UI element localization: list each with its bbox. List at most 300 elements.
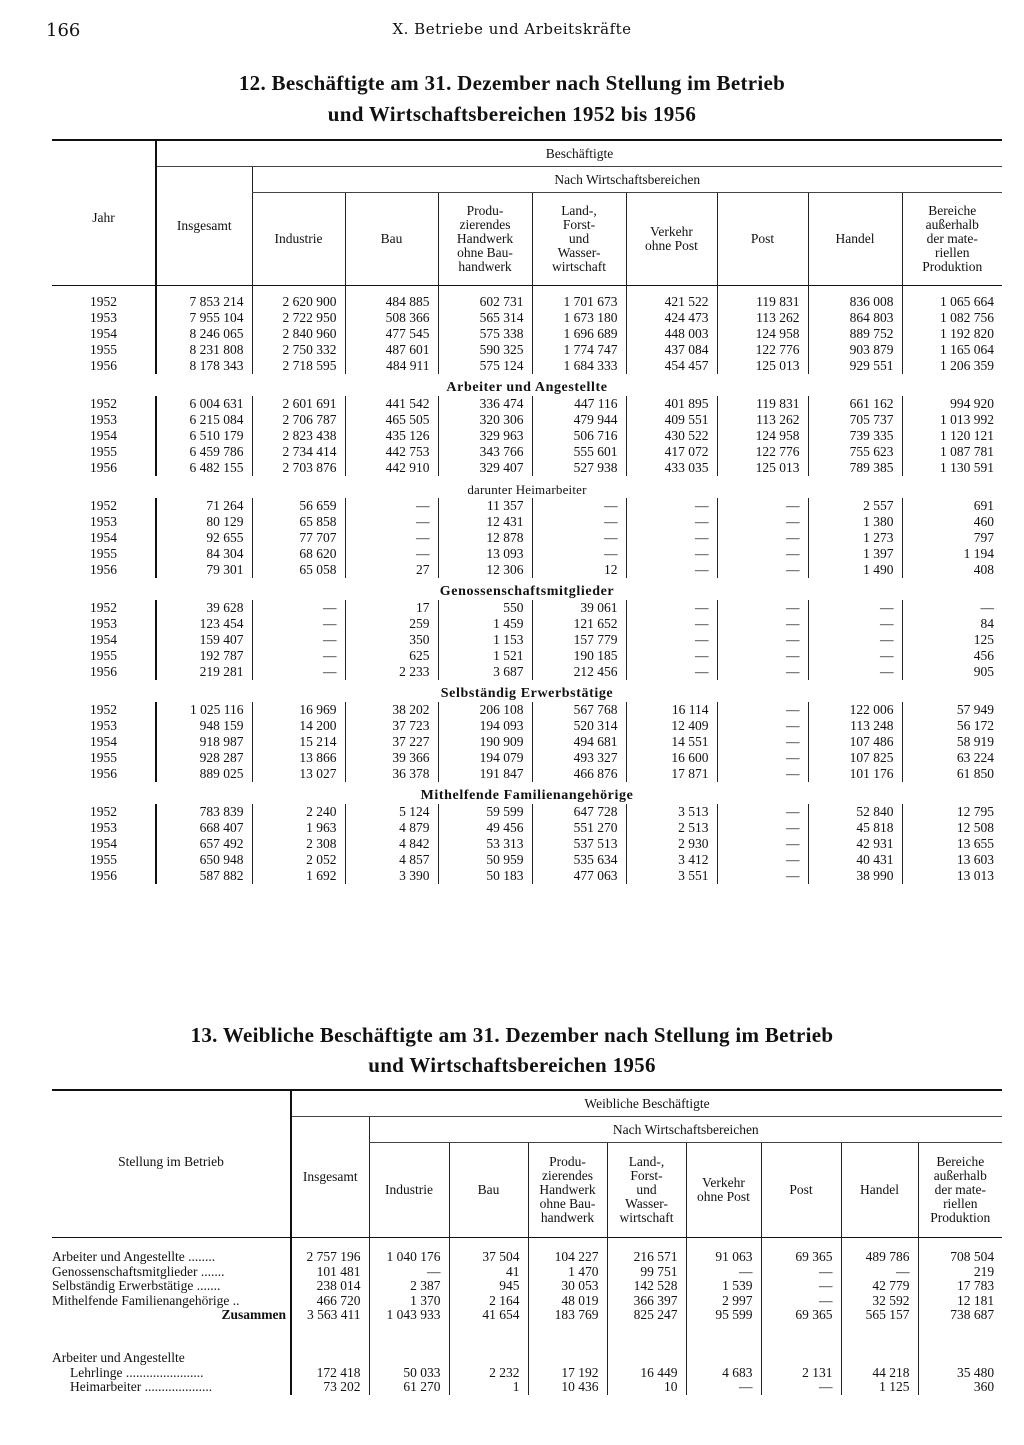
table-cell: 39 366	[345, 750, 438, 766]
section-heading-row	[52, 578, 1002, 600]
table-cell: —	[717, 750, 808, 766]
spacer-row	[52, 1323, 1002, 1351]
table-cell: 49 456	[438, 820, 532, 836]
table-cell: —	[626, 530, 717, 546]
table-row	[52, 530, 1002, 546]
table13-title-line2: und Wirtschaftsbereichen 1956	[368, 1053, 656, 1077]
table-row	[52, 632, 1002, 648]
table-cell: 107 825	[808, 750, 902, 766]
table-cell: 159 407	[156, 632, 252, 648]
table-cell: 39 628	[156, 600, 252, 616]
table-cell: 122 006	[808, 702, 902, 718]
table-cell: —	[717, 868, 808, 884]
table-cell: 92 655	[156, 530, 252, 546]
spacer-cell	[902, 286, 1002, 295]
table-row	[52, 1366, 1002, 1381]
row-year: 1955	[90, 546, 117, 561]
t12-header-bereiche: Bereiche außerhalb der mate- riellen Produktion	[902, 193, 1002, 286]
table-cell: 219	[918, 1265, 1002, 1280]
t13-header-post: Post	[761, 1143, 841, 1238]
table-cell: 79 301	[156, 562, 252, 578]
spacer-cell	[52, 1238, 291, 1251]
table-cell: 16 600	[626, 750, 717, 766]
spacer-cell	[918, 1323, 1002, 1351]
table-cell: 12 181	[918, 1294, 1002, 1309]
table-cell: 101 481	[291, 1265, 369, 1280]
table-cell: 1 490	[808, 562, 902, 578]
table-cell: —	[902, 600, 1002, 616]
table-cell: 16 969	[252, 702, 345, 718]
spacer-cell	[52, 286, 156, 295]
table-cell: 6 004 631	[156, 396, 252, 412]
section-heading: Genossenschaftsmitglieder	[439, 584, 615, 599]
table-cell: —	[626, 600, 717, 616]
spacer-cell	[761, 1323, 841, 1351]
row-label: Lehrlinge .......................	[70, 1365, 204, 1380]
spacer-cell	[369, 1323, 449, 1351]
table-cell: 447 116	[532, 396, 626, 412]
table-cell: —	[252, 664, 345, 680]
table-cell: 928 287	[156, 750, 252, 766]
table-cell: —	[808, 600, 902, 616]
row-year: 1952	[90, 702, 117, 717]
table-cell: —	[532, 498, 626, 514]
table-cell: 417 072	[626, 444, 717, 460]
row-year: 1955	[90, 342, 117, 357]
table-cell: 3 551	[626, 868, 717, 884]
table-cell: 1 380	[808, 514, 902, 530]
t12-header-post: Post	[717, 193, 808, 286]
table-cell: 12 795	[902, 804, 1002, 820]
table-row	[52, 664, 1002, 680]
table-cell: 508 366	[345, 310, 438, 326]
table-cell: —	[532, 530, 626, 546]
row-label: Arbeiter und Angestellte ........	[52, 1250, 216, 1264]
spacer-cell	[607, 1323, 686, 1351]
table12-title-line2: und Wirtschaftsbereichen 1952 bis 1956	[327, 102, 697, 126]
table-cell: 8 178 343	[156, 358, 252, 374]
table-cell: 691	[902, 498, 1002, 514]
row-year: 1954	[90, 326, 117, 341]
table-row	[52, 428, 1002, 444]
table-cell: 442 910	[345, 460, 438, 476]
table-cell: 61 850	[902, 766, 1002, 782]
table-cell: 206 108	[438, 702, 532, 718]
table-cell: 336 474	[438, 396, 532, 412]
table-cell: 121 652	[532, 616, 626, 632]
table-cell: 551 270	[532, 820, 626, 836]
table-cell: —	[626, 498, 717, 514]
table-cell: 1 963	[252, 820, 345, 836]
table-cell: 1 774 747	[532, 342, 626, 358]
table-cell: 42 779	[841, 1279, 918, 1294]
table-cell: 755 623	[808, 444, 902, 460]
row-year: 1956	[90, 358, 117, 373]
spacer-cell	[841, 1323, 918, 1351]
table-cell: 36 378	[345, 766, 438, 782]
table-cell: 113 248	[808, 718, 902, 734]
spacer-cell	[532, 286, 626, 295]
row-year: 1956	[90, 562, 117, 577]
table-cell: —	[808, 664, 902, 680]
table-cell: 50 183	[438, 868, 532, 884]
table-cell: —	[808, 632, 902, 648]
page-number: 166	[46, 20, 81, 41]
table-cell: 2 840 960	[252, 326, 345, 342]
table-cell: —	[717, 530, 808, 546]
table-cell: 77 707	[252, 530, 345, 546]
table-cell: 797	[902, 530, 1002, 546]
table-cell: —	[717, 616, 808, 632]
table-cell: 602 731	[438, 294, 532, 310]
section-heading: darunter Heimarbeiter	[467, 482, 587, 497]
table-cell: 125	[902, 632, 1002, 648]
table13-title-line1: 13. Weibliche Beschäftigte am 31. Dezember nach Stellung im Betrieb	[190, 1023, 834, 1047]
table-row	[52, 600, 1002, 616]
table-cell: 430 522	[626, 428, 717, 444]
table-cell: 555 601	[532, 444, 626, 460]
table-cell: 13 603	[902, 852, 1002, 868]
table-cell: 38 990	[808, 868, 902, 884]
table-cell: 477 545	[345, 326, 438, 342]
table-cell: 14 200	[252, 718, 345, 734]
table-cell: —	[717, 836, 808, 852]
table-cell: 1 194	[902, 546, 1002, 562]
spacer-cell	[449, 1323, 528, 1351]
row-year: 1953	[90, 718, 117, 733]
t12-header-subgroup: Nach Wirtschaftsbereichen	[252, 167, 1002, 193]
table-cell: 12 306	[438, 562, 532, 578]
table-row	[52, 868, 1002, 884]
table-cell: 11 357	[438, 498, 532, 514]
table-cell: 84	[902, 616, 1002, 632]
table-cell: 2 930	[626, 836, 717, 852]
table-cell: 13 013	[902, 868, 1002, 884]
table-cell: 494 681	[532, 734, 626, 750]
table-cell: 41	[449, 1265, 528, 1280]
table-cell: —	[717, 600, 808, 616]
row-label: Genossenschaftsmitglieder .......	[52, 1264, 225, 1279]
table-cell: 259	[345, 616, 438, 632]
table-cell: 1 130 591	[902, 460, 1002, 476]
table-cell: 50 033	[369, 1366, 449, 1381]
table-cell: —	[532, 546, 626, 562]
t12-header-jahr: Jahr	[92, 210, 115, 225]
table-cell: 448 003	[626, 326, 717, 342]
t13-header-insgesamt: Insgesamt	[291, 1117, 369, 1238]
table-cell: 13 027	[252, 766, 345, 782]
table-cell: —	[626, 632, 717, 648]
t12-header-handwerk: Produ- zierendes Handwerk ohne Bau- handwerk	[438, 193, 532, 286]
table-cell: 59 599	[438, 804, 532, 820]
table-row	[52, 766, 1002, 782]
table-cell: 13 655	[902, 836, 1002, 852]
table-cell: 2 997	[686, 1294, 761, 1309]
spacer-cell	[369, 1351, 449, 1366]
table-cell: 216 571	[607, 1250, 686, 1265]
spacer-cell	[607, 1351, 686, 1366]
table-cell: 57 949	[902, 702, 1002, 718]
table-cell: 437 084	[626, 342, 717, 358]
table-cell: 12 878	[438, 530, 532, 546]
table-cell: 1 082 756	[902, 310, 1002, 326]
table-cell: 366 397	[607, 1294, 686, 1309]
table-cell: 421 522	[626, 294, 717, 310]
table-cell: 590 325	[438, 342, 532, 358]
spacer-cell	[345, 286, 438, 295]
table-cell: 91 063	[686, 1250, 761, 1265]
table-cell: 48 019	[528, 1294, 607, 1309]
table-cell: 212 456	[532, 664, 626, 680]
table-cell: 157 779	[532, 632, 626, 648]
table-cell: —	[717, 804, 808, 820]
section-heading: Mithelfende Familienangehörige	[420, 788, 634, 803]
t12-header-bau: Bau	[345, 193, 438, 286]
spacer-cell	[686, 1351, 761, 1366]
table-cell: 68 620	[252, 546, 345, 562]
table-cell: 124 958	[717, 428, 808, 444]
row-label: Heimarbeiter ....................	[70, 1380, 213, 1395]
table-cell: 63 224	[902, 750, 1002, 766]
row-year: 1956	[90, 766, 117, 781]
table-cell: 56 172	[902, 718, 1002, 734]
table-cell: 668 407	[156, 820, 252, 836]
table-cell: 836 008	[808, 294, 902, 310]
t12-header-insgesamt: Insgesamt	[156, 167, 252, 286]
table-cell: 329 963	[438, 428, 532, 444]
table13	[52, 1089, 1002, 1395]
table-cell: 2 233	[345, 664, 438, 680]
table-cell: 479 944	[532, 412, 626, 428]
row-year: 1954	[90, 734, 117, 749]
table-cell: 2 620 900	[252, 294, 345, 310]
table-cell: —	[252, 632, 345, 648]
row-label: Arbeiter und Angestellte	[52, 1350, 185, 1365]
table-row	[52, 718, 1002, 734]
t13-header-bereiche: Bereiche außerhalb der mate- riellen Produktion	[918, 1143, 1002, 1238]
table-cell: 61 270	[369, 1380, 449, 1395]
table-cell: 1 397	[808, 546, 902, 562]
table-cell: 17 783	[918, 1279, 1002, 1294]
table-cell: 32 592	[841, 1294, 918, 1309]
table-cell: 487 601	[345, 342, 438, 358]
table-cell: —	[841, 1265, 918, 1280]
table-cell: 2 131	[761, 1366, 841, 1381]
table-cell: —	[626, 616, 717, 632]
table-cell: 401 895	[626, 396, 717, 412]
table-cell: 191 847	[438, 766, 532, 782]
table-cell: 12 409	[626, 718, 717, 734]
table-cell: —	[345, 514, 438, 530]
section-heading-row	[52, 374, 1002, 396]
table-row	[52, 1351, 1002, 1366]
table-cell: 35 480	[918, 1366, 1002, 1381]
table-cell: 2 164	[449, 1294, 528, 1309]
table-cell: 535 634	[532, 852, 626, 868]
table-cell: 13 093	[438, 546, 532, 562]
t13-header-handel: Handel	[841, 1143, 918, 1238]
table-cell: 2 734 414	[252, 444, 345, 460]
t12-header-group: Beschäftigte	[156, 140, 1002, 167]
spacer-cell	[528, 1323, 607, 1351]
table-cell: —	[626, 562, 717, 578]
table-cell: 84 304	[156, 546, 252, 562]
table-cell: 2 601 691	[252, 396, 345, 412]
table-cell: 3 513	[626, 804, 717, 820]
table-cell: 1 673 180	[532, 310, 626, 326]
table-cell: 1 087 781	[902, 444, 1002, 460]
t13-header-group: Weibliche Beschäftigte	[291, 1090, 1002, 1117]
table-row	[52, 1380, 1002, 1395]
table-cell: 1 684 333	[532, 358, 626, 374]
table-row	[52, 1279, 1002, 1294]
table-cell: 320 306	[438, 412, 532, 428]
table-cell: 889 025	[156, 766, 252, 782]
table-cell: 1 539	[686, 1279, 761, 1294]
table-row	[52, 562, 1002, 578]
table-cell: 95 599	[686, 1308, 761, 1323]
table-cell: 65 058	[252, 562, 345, 578]
table-cell: 424 473	[626, 310, 717, 326]
table-cell: —	[532, 514, 626, 530]
table-row	[52, 412, 1002, 428]
row-year: 1953	[90, 616, 117, 631]
table-cell: 575 124	[438, 358, 532, 374]
row-year: 1952	[90, 294, 117, 309]
table-cell: 889 752	[808, 326, 902, 342]
table-cell: 527 938	[532, 460, 626, 476]
table-cell: 7 955 104	[156, 310, 252, 326]
table-cell: 38 202	[345, 702, 438, 718]
spacer-cell	[291, 1351, 369, 1366]
table-cell: 10 436	[528, 1380, 607, 1395]
table-cell: 172 418	[291, 1366, 369, 1381]
table-cell: 739 335	[808, 428, 902, 444]
table-cell: 2 052	[252, 852, 345, 868]
t12-header-verkehr: Verkehr ohne Post	[626, 193, 717, 286]
spacer-cell	[449, 1351, 528, 1366]
t13-header-handwerk: Produ- zierendes Handwerk ohne Bau- handwerk	[528, 1143, 607, 1238]
table-cell: 994 920	[902, 396, 1002, 412]
table-row	[52, 702, 1002, 718]
table-cell: 12	[532, 562, 626, 578]
table-cell: 408	[902, 562, 1002, 578]
table-cell: 2 750 332	[252, 342, 345, 358]
table-cell: —	[717, 664, 808, 680]
row-label: Mithelfende Familienangehörige ..	[52, 1293, 240, 1308]
table-cell: 647 728	[532, 804, 626, 820]
table-cell: 1 370	[369, 1294, 449, 1309]
row-year: 1955	[90, 648, 117, 663]
table-cell: —	[761, 1279, 841, 1294]
table-row	[52, 836, 1002, 852]
table-cell: —	[717, 648, 808, 664]
table-cell: 16 114	[626, 702, 717, 718]
table-cell: 238 014	[291, 1279, 369, 1294]
section-heading-row	[52, 476, 1002, 498]
table-row	[52, 294, 1002, 310]
spacer-cell	[717, 286, 808, 295]
table-cell: 489 786	[841, 1250, 918, 1265]
row-year: 1956	[90, 664, 117, 679]
table-row	[52, 396, 1002, 412]
table-cell: 587 882	[156, 868, 252, 884]
table-cell: 1 065 664	[902, 294, 1002, 310]
table-cell: 124 958	[717, 326, 808, 342]
table-cell: 2 513	[626, 820, 717, 836]
table-cell: 1 701 673	[532, 294, 626, 310]
table-cell: 657 492	[156, 836, 252, 852]
table-cell: 56 659	[252, 498, 345, 514]
t13-header-land: Land-, Forst- und Wasser- wirtschaft	[607, 1143, 686, 1238]
table-cell: 142 528	[607, 1279, 686, 1294]
spacer-cell	[52, 1323, 291, 1351]
spacer-cell	[156, 286, 252, 295]
table-cell: —	[626, 648, 717, 664]
table-cell: —	[626, 514, 717, 530]
table-cell: 929 551	[808, 358, 902, 374]
table-cell: 4 683	[686, 1366, 761, 1381]
row-year: 1952	[90, 498, 117, 513]
table-cell: 350	[345, 632, 438, 648]
table-cell: —	[761, 1380, 841, 1395]
table-cell: —	[686, 1265, 761, 1280]
table-cell: 119 831	[717, 396, 808, 412]
table-cell: 506 716	[532, 428, 626, 444]
spacer-cell	[291, 1323, 369, 1351]
table-cell: 3 687	[438, 664, 532, 680]
table-cell: 190 909	[438, 734, 532, 750]
table-cell: 125 013	[717, 460, 808, 476]
table-cell: 738 687	[918, 1308, 1002, 1323]
table-cell: 442 753	[345, 444, 438, 460]
table-cell: 3 412	[626, 852, 717, 868]
table-cell: 550	[438, 600, 532, 616]
table-cell: 1 040 176	[369, 1250, 449, 1265]
table-cell: 3 390	[345, 868, 438, 884]
table-row	[52, 750, 1002, 766]
table-cell: 101 176	[808, 766, 902, 782]
row-label: Zusammen	[221, 1308, 286, 1323]
t13-header-stellung: Stellung im Betrieb	[118, 1154, 224, 1169]
table-cell: 493 327	[532, 750, 626, 766]
table-cell: 12 508	[902, 820, 1002, 836]
table-cell: 119 831	[717, 294, 808, 310]
table-cell: 1 470	[528, 1265, 607, 1280]
table-cell: —	[717, 702, 808, 718]
spacer-cell	[841, 1351, 918, 1366]
table-cell: —	[252, 600, 345, 616]
table-cell: 948 159	[156, 718, 252, 734]
table-cell: 708 504	[918, 1250, 1002, 1265]
table-cell: 329 407	[438, 460, 532, 476]
table-cell: 7 853 214	[156, 294, 252, 310]
table-cell: 409 551	[626, 412, 717, 428]
table-cell: 625	[345, 648, 438, 664]
table-cell: 4 842	[345, 836, 438, 852]
table-cell: —	[717, 734, 808, 750]
table-cell: 343 766	[438, 444, 532, 460]
table-cell: 42 931	[808, 836, 902, 852]
spacer-cell	[761, 1351, 841, 1366]
table-row	[52, 342, 1002, 358]
t13-header-subgroup: Nach Wirtschaftsbereichen	[369, 1117, 1002, 1143]
table-cell: 5 124	[345, 804, 438, 820]
table-cell: 661 162	[808, 396, 902, 412]
table-cell: —	[717, 562, 808, 578]
table-cell: 484 885	[345, 294, 438, 310]
table-cell: 466 720	[291, 1294, 369, 1309]
